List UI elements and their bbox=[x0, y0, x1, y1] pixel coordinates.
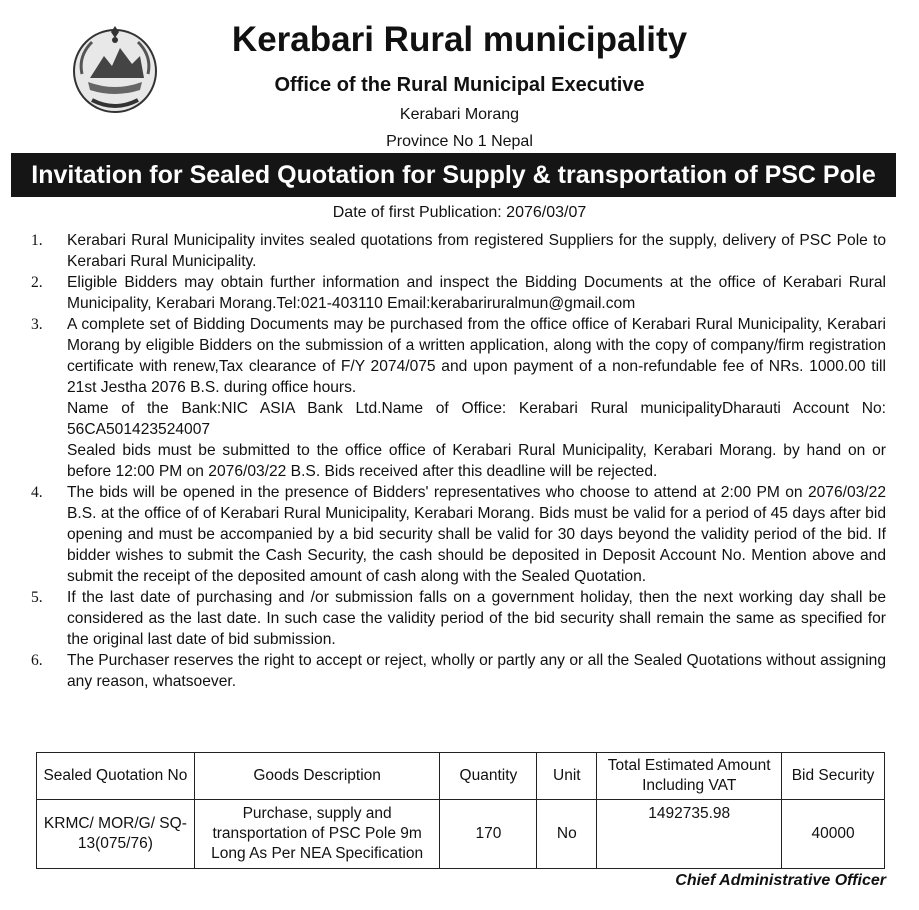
item-text: If the last date of purchasing and /or submission falls on a government holiday, then the next working day shall be considered as the last date. In such case the validity period of the bid security shall remain the same as specified for the original last date of bid submission. bbox=[67, 589, 886, 648]
location-line-1: Kerabari Morang bbox=[399, 106, 520, 123]
item-number: 2. bbox=[31, 274, 43, 291]
col-header-amount: Total Estimated Amount Including VAT bbox=[597, 753, 782, 800]
bank-details: Name of the Bank:NIC ASIA Bank Ltd.Name of Office: Kerabari Rural municipalityDharauti Account No: 56CA501423524007 bbox=[67, 400, 886, 438]
col-header-bid-security: Bid Security bbox=[782, 753, 885, 800]
location-line-2: Province No 1 Nepal bbox=[386, 133, 533, 150]
item-number: 5. bbox=[31, 589, 43, 606]
item-text: Eligible Bidders may obtain further information and inspect the Bidding Documents at the office of Kerabari Rural Municipality, Kerabari Morang.Tel:021-403110 Email:kerabariruralmun@gmail.com bbox=[67, 274, 886, 312]
item-number: 1. bbox=[31, 232, 43, 249]
cell-unit: No bbox=[537, 800, 597, 869]
notice-items bbox=[31, 230, 886, 692]
office-name: Office of the Rural Municipal Executive bbox=[274, 74, 645, 96]
cell-bid-security: 40000 bbox=[782, 800, 885, 869]
cell-quotation-no: KRMC/ MOR/G/ SQ-13(075/76) bbox=[37, 800, 195, 869]
cell-description: Purchase, supply and transportation of PSC Pole 9m Long As Per NEA Specification bbox=[194, 800, 440, 869]
publication-date: Date of first Publication: 2076/03/07 bbox=[332, 204, 587, 221]
municipality-title: Kerabari Rural municipality bbox=[231, 20, 688, 59]
cell-quantity: 170 bbox=[440, 800, 537, 869]
table-row bbox=[37, 800, 885, 869]
item-number: 6. bbox=[31, 652, 43, 669]
cell-amount: 1492735.98 bbox=[597, 800, 782, 869]
item-text: A complete set of Bidding Documents may be purchased from the office office of Kerabari Rural Municipality, Kerabari Morang by eligible Bidders on the submission of a written application, along with the copy of company/firm registration certificate with renew,Tax clearance of F/Y 2074/075 and upon payment of a non-refundable fee of NRs. 1000.00 till 21st Jestha 2076 B.S. during office hours. bbox=[67, 316, 886, 396]
col-header-goods-description: Goods Description bbox=[194, 753, 440, 800]
item-text: The bids will be opened in the presence of Bidders' representatives who choose to attend at 2:00 PM on 2076/03/22 B.S. at the office of of Kerabari Rural Municipality, Kerabari Morang. Bids must be valid for a period of 45 days after bid opening and must be accompanied by a bid security shall be valid for 30 days beyond the validity period of the bid. If bidder wishes to submit the Cash Security, the cash should be deposited in Deposit Account No. Mention above and submit the receipt of the deposited amount of cash along with the Sealed Quotation. bbox=[67, 484, 886, 585]
item-number: 4. bbox=[31, 484, 43, 501]
col-header-quotation-no: Sealed Quotation No bbox=[37, 753, 195, 800]
list-item bbox=[31, 587, 886, 650]
list-item bbox=[31, 482, 886, 587]
item-number: 3. bbox=[31, 316, 43, 333]
signatory: Chief Administrative Officer bbox=[675, 872, 886, 889]
list-item bbox=[31, 272, 886, 314]
item-text: Kerabari Rural Municipality invites sealed quotations from registered Suppliers for the supply, delivery of PSC Pole to Kerabari Rural Municipality. bbox=[67, 232, 886, 270]
notice-banner: Invitation for Sealed Quotation for Supply & transportation of PSC Pole bbox=[11, 153, 896, 197]
table-header-row bbox=[37, 753, 885, 800]
submission-details: Sealed bids must be submitted to the office office of Kerabari Rural Municipality, Kerabari Morang. by hand on or before 12:00 PM on 2076/03/22 B.S. Bids received after this deadline will be rejected. bbox=[67, 442, 886, 480]
list-item bbox=[31, 314, 886, 482]
list-item bbox=[31, 650, 886, 692]
col-header-quantity: Quantity bbox=[440, 753, 537, 800]
col-header-unit: Unit bbox=[537, 753, 597, 800]
quotation-table bbox=[36, 752, 885, 869]
item-text: The Purchaser reserves the right to accept or reject, wholly or partly any or all the Sealed Quotations without assigning any reason, whatsoever. bbox=[67, 652, 886, 690]
list-item bbox=[31, 230, 886, 272]
